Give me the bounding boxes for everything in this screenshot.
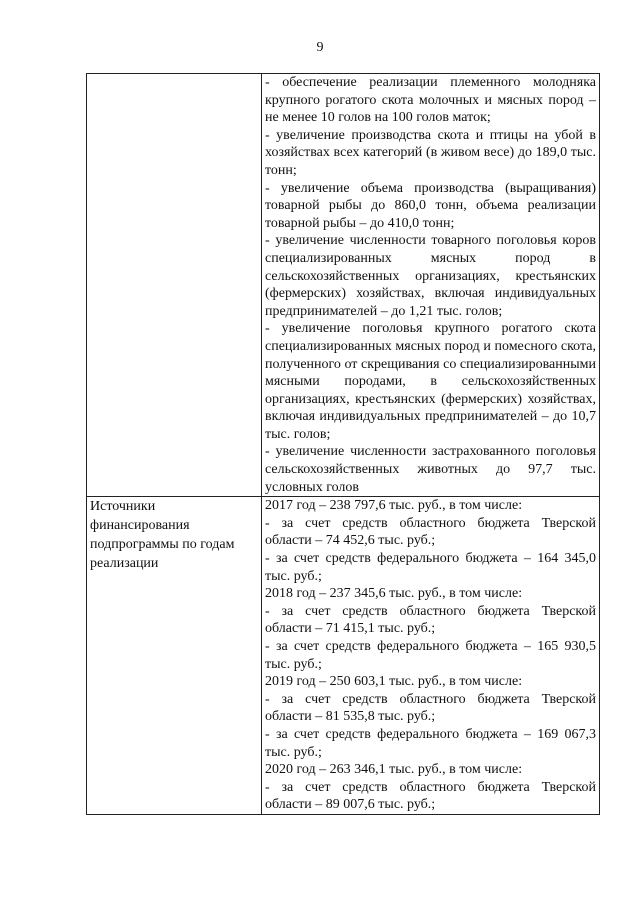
page-number: 9 [316, 40, 324, 55]
row-label [87, 497, 262, 815]
row-label [87, 74, 262, 497]
list-item: - обеспечение реализации племенного молодняка крупного рогатого скота молочных и мясных пород – не менее 10 голов на 100 голов маток; [265, 75, 596, 126]
table-row [87, 74, 600, 497]
list-item: - увеличение поголовья крупного рогатого скота специализированных мясных пород и помесного скота, полученного от скрещивания со специализированными мясными породами, в сельскохозяйственных организациях, крестьянских (фермерских) хозяйствах, включая индивидуальных предпринимателей – до 10,7 тыс. голов; [265, 321, 596, 442]
table-row [87, 497, 600, 815]
list-item: - увеличение объема производства (выращивания) товарной рыбы до 860,0 тонн, объема реализации товарной рыбы – до 410,0 тонн; [265, 180, 596, 231]
list-item: - увеличение производства скота и птицы на убой в хозяйствах всех категорий (в живом весе) до 189,0 тыс. тонн; [265, 127, 596, 178]
list-item: 2020 год – 263 346,1 тыс. руб., в том числе: [265, 762, 523, 778]
list-item: 2018 год – 237 345,6 тыс. руб., в том числе: [265, 586, 523, 602]
list-item: - за счет средств областного бюджета Тверской области – 74 452,6 тыс. руб.; [265, 515, 596, 549]
list-item: - за счет средств областного бюджета Тверской области – 89 007,6 тыс. руб.; [265, 779, 596, 813]
list-item: - за счет средств федерального бюджета – 165 930,5 тыс. руб.; [265, 639, 596, 672]
list-item: 2017 год – 238 797,6 тыс. руб., в том числе: [265, 498, 523, 514]
list-item: - увеличение численности застрахованного поголовья сельскохозяйственных животных до 97,7 тыс. условных голов [265, 444, 596, 495]
row-content [262, 74, 600, 497]
financing-label: Источники финансирования подпрограммы по годам реализации [90, 499, 235, 572]
list-item: - за счет средств федерального бюджета – 169 067,3 тыс. руб.; [265, 726, 596, 760]
program-table [86, 73, 600, 815]
row-content [262, 497, 600, 815]
list-item: - за счет средств областного бюджета Тверской области – 71 415,1 тыс. руб.; [265, 603, 596, 637]
list-item: 2019 год – 250 603,1 тыс. руб., в том числе: [265, 674, 523, 690]
list-item: - за счет средств федерального бюджета – 164 345,0 тыс. руб.; [265, 551, 596, 584]
list-item: - увеличение численности товарного поголовья коров специализированных мясных пород в сельскохозяйственных организациях, крестьянских (фермерских) хозяйствах, включая индивидуальных предпринимателей – до 1,21 тыс. голов; [265, 233, 596, 319]
list-item: - за счет средств областного бюджета Тверской области – 81 535,8 тыс. руб.; [265, 691, 596, 725]
